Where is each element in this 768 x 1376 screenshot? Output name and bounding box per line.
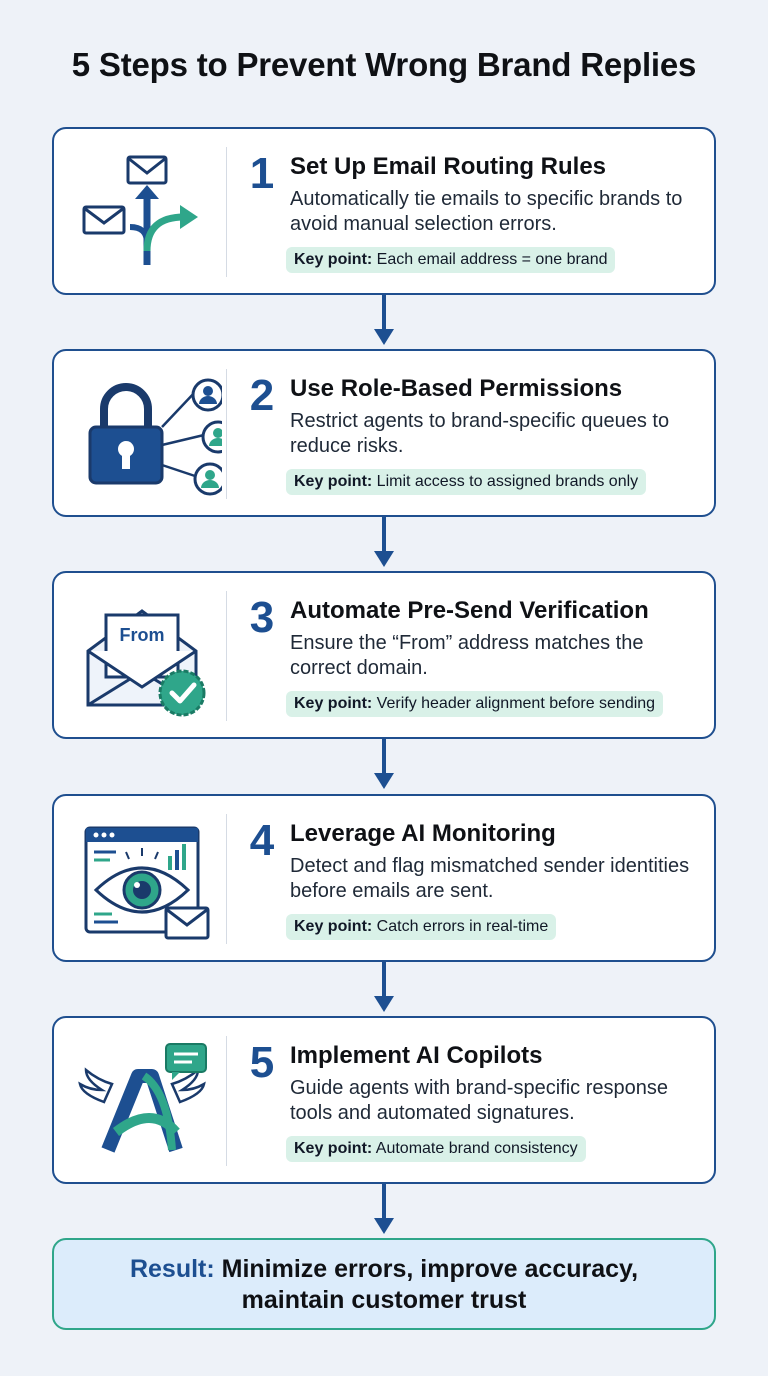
step-title: Implement AI Copilots [290,1042,543,1069]
key-point-label: Key point: [294,251,373,268]
key-point-badge [286,469,646,495]
step-description: Automatically tie emails to specific brands to avoid manual selection errors. [290,188,683,235]
step-card-3 [52,571,716,739]
step-number: 1 [249,149,275,198]
key-point-text: Automate brand consistency [375,1140,578,1157]
result-label: Result: [129,1255,215,1283]
down-arrow-icon [372,295,396,349]
result-text-2: maintain customer trust [241,1286,527,1314]
step-card-4 [52,794,716,962]
step-title: Automate Pre-Send Verification [290,597,649,624]
key-point-text: Each email address = one brand [376,251,608,268]
result-line-1 [54,1254,714,1285]
divider [226,591,227,721]
key-point-badge [286,691,663,717]
step-number: 5 [249,1038,275,1087]
result-box [52,1238,716,1330]
key-point-label: Key point: [294,918,373,935]
step-description: Restrict agents to brand-specific queues to reduce risks. [290,410,670,457]
padlock-users-icon [72,365,222,501]
step-title: Set Up Email Routing Rules [290,153,607,180]
key-point-text: Verify header alignment before sending [376,695,656,712]
key-point-label: Key point: [294,1140,373,1157]
eye-monitor-icon [72,810,222,946]
step-title: Leverage AI Monitoring [290,820,556,847]
step-number: 3 [249,593,275,642]
envelope-from-text: From [119,625,165,645]
divider [226,814,227,944]
divider [226,1036,227,1166]
step-title: Use Role-Based Permissions [290,375,623,402]
key-point-text: Limit access to assigned brands only [376,473,639,490]
ai-copilot-icon [72,1032,222,1168]
step-card-5 [52,1016,716,1184]
down-arrow-icon [372,517,396,571]
key-point-label: Key point: [294,695,373,712]
step-description: Ensure the “From” address matches the correct domain. [290,632,644,679]
down-arrow-icon [372,739,396,793]
email-routing-icon [72,143,222,279]
step-number: 2 [249,371,275,420]
envelope-check-icon [72,587,222,723]
down-arrow-icon [372,962,396,1016]
down-arrow-icon [372,1184,396,1238]
step-card-2 [52,349,716,517]
step-description: Guide agents with brand-specific response tools and automated signatures. [290,1077,668,1124]
step-description: Detect and flag mismatched sender identities before emails are sent. [290,855,690,902]
page-title: 5 Steps to Prevent Wrong Brand Replies [71,46,697,83]
divider [226,369,227,499]
key-point-badge [286,247,615,273]
key-point-badge [286,914,556,940]
step-number: 4 [249,816,275,865]
key-point-label: Key point: [294,473,373,490]
key-point-text: Catch errors in real-time [376,918,549,935]
key-point-badge [286,1136,586,1162]
result-text-1: Minimize errors, improve accuracy, [221,1255,639,1283]
divider [226,147,227,277]
step-card-1 [52,127,716,295]
